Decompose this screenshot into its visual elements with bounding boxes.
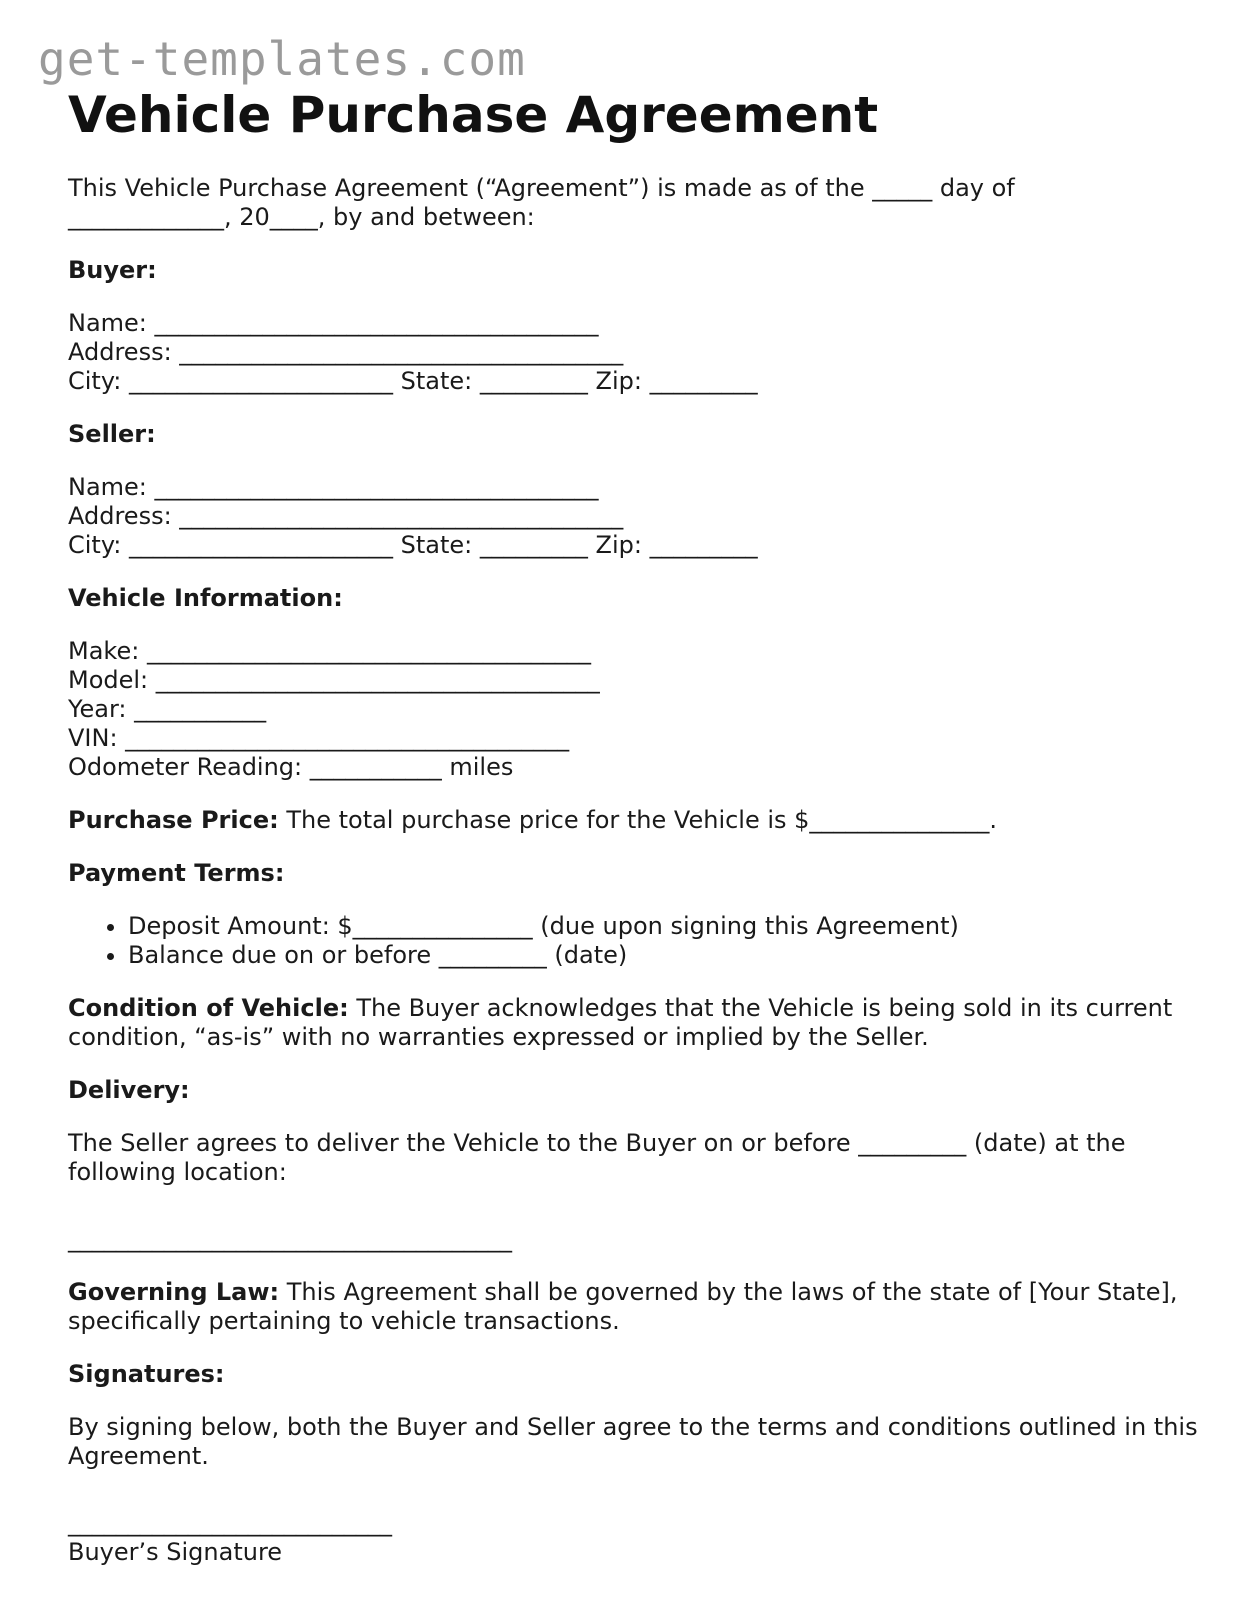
intro-line-2: _____________, 20____, by and between: [68,203,535,231]
vehicle-fields [68,637,1198,782]
buyer-name-field[interactable]: Name: _____________________________________ [68,309,599,337]
vehicle-year-field[interactable]: Year: ___________ [68,695,267,723]
condition-label: Condition of Vehicle: [68,994,349,1022]
seller-heading: Seller: [68,420,156,448]
intro-line-1: This Vehicle Purchase Agreement (“Agreement”) is made as of the _____ day of [68,174,1015,202]
payment-terms-list [68,912,1198,970]
seller-fields [68,473,1198,560]
buyer-signature-label: Buyer’s Signature [68,1538,283,1566]
buyer-heading: Buyer: [68,256,157,284]
vehicle-odometer-field[interactable]: Odometer Reading: ___________ miles [68,753,514,781]
intro-paragraph [68,174,1198,232]
delivery-text[interactable]: The Seller agrees to deliver the Vehicle to the Buyer on or before _________ (date) at the following location: [68,1129,1126,1186]
buyer-signature-block [68,1509,1198,1567]
buyer-fields [68,309,1198,396]
delivery-heading: Delivery: [68,1076,190,1104]
delivery-location-field[interactable]: _____________________________________ [68,1225,512,1253]
condition-text: The Buyer acknowledges that the Vehicle is being sold in its current condition, “as-is” with no warranties expressed or implied by the Seller. [68,994,1173,1051]
vehicle-vin-field[interactable]: VIN: _____________________________________ [68,724,570,752]
vehicle-make-field[interactable]: Make: _____________________________________ [68,637,591,665]
list-item[interactable]: • Deposit Amount: $_______________ (due upon signing this Agreement) [128,912,1198,941]
vehicle-model-field[interactable]: Model: _____________________________________ [68,666,600,694]
governing-law-paragraph [68,1278,1198,1336]
page-title: Vehicle Purchase Agreement [68,86,879,144]
purchase-price-label: Purchase Price: [68,806,279,834]
purchase-price-text[interactable]: The total purchase price for the Vehicle is $_______________. [278,806,998,834]
condition-paragraph [68,994,1198,1052]
payment-terms-heading: Payment Terms: [68,859,285,887]
buyer-signature-line[interactable]: ___________________________ [68,1509,392,1537]
signatures-text: By signing below, both the Buyer and Seller agree to the terms and conditions outlined in this Agreement. [68,1413,1198,1470]
vehicle-heading: Vehicle Information: [68,584,343,612]
buyer-city-state-zip-field[interactable]: City: ______________________ State: _________ Zip: _________ [68,367,758,395]
purchase-price-paragraph [68,806,1198,835]
list-item[interactable]: • Balance due on or before _________ (date) [128,941,1198,970]
seller-address-field[interactable]: Address: _____________________________________ [68,502,624,530]
seller-city-state-zip-field[interactable]: City: ______________________ State: _________ Zip: _________ [68,531,758,559]
governing-law-text: This Agreement shall be governed by the laws of the state of [Your State], specifically pertaining to vehicle transactions. [68,1278,1178,1335]
watermark: get-templates.com [38,32,526,86]
document [68,86,1198,1567]
buyer-address-field[interactable]: Address: _____________________________________ [68,338,624,366]
governing-law-label: Governing Law: [68,1278,280,1306]
signatures-heading: Signatures: [68,1360,225,1388]
seller-name-field[interactable]: Name: _____________________________________ [68,473,599,501]
